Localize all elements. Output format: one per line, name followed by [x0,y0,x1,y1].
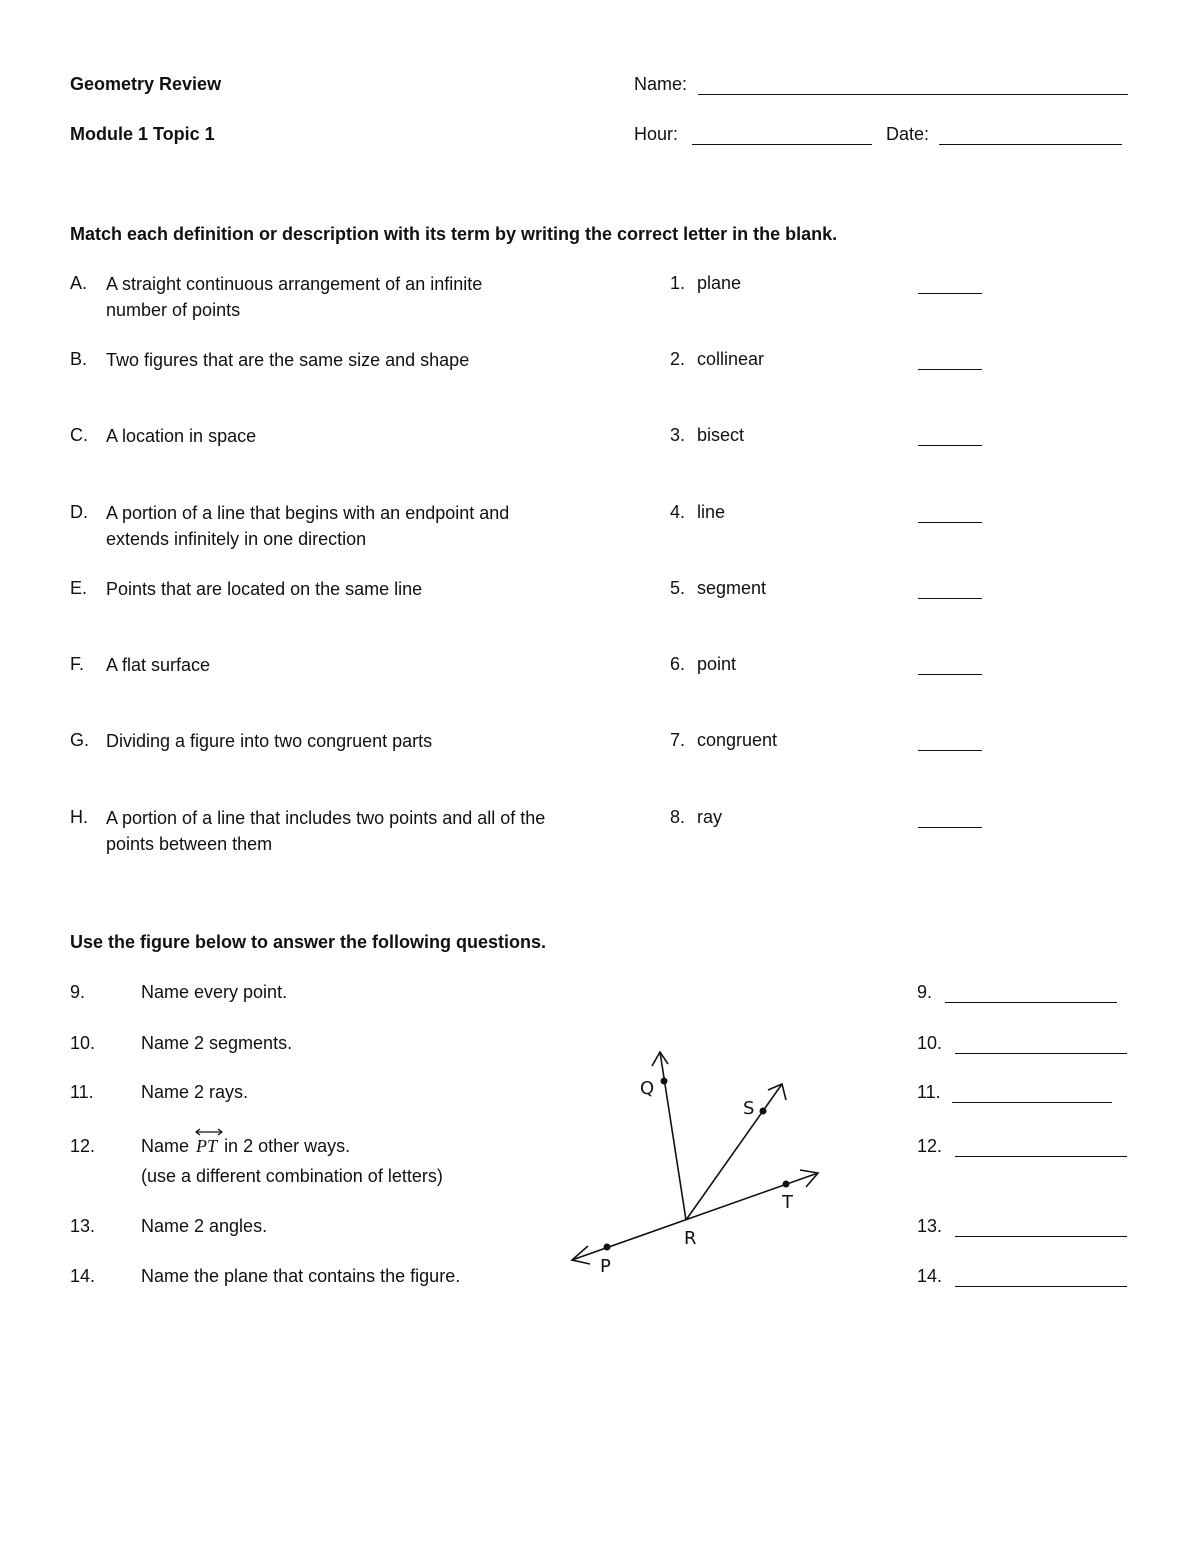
question-number: 13. [70,1216,96,1236]
answer-blank[interactable] [955,1156,1127,1157]
term-number: 6. [670,654,686,674]
term-label: collinear [697,349,765,369]
worksheet-title: Geometry Review [70,74,222,94]
label-s: S [743,1098,755,1119]
date-label: Date: [886,124,930,144]
date-blank[interactable] [939,144,1122,145]
definition-text: A location in space [106,426,257,446]
matching-instructions: Match each definition or description with its term by writing the correct letter in the blank. [70,224,838,244]
definition-text: A portion of a line that includes two points and all of the points between them [106,808,546,854]
definition-letter: G. [70,730,90,750]
hour-label: Hour: [634,124,679,144]
label-q: Q [640,1078,655,1099]
definition-letter: E. [70,578,88,598]
definition-text: Points that are located on the same line [106,579,423,599]
label-p: P [600,1256,611,1277]
line-notation-letters: PT [196,1136,218,1156]
question-number: 9. [70,982,86,1002]
ray-rq [660,1052,686,1220]
definition-letter: B. [70,349,88,369]
term-number: 2. [670,349,686,369]
question-text: Name 2 angles. [141,1216,268,1236]
definition-text: Dividing a figure into two congruent parts [106,731,433,751]
term-number: 1. [670,273,686,293]
term-label: segment [697,578,767,598]
term-label: point [697,654,737,674]
answer-blank[interactable] [918,827,982,828]
question-subtext: (use a different combination of letters) [141,1166,443,1186]
definition-text: Two figures that are the same size and shape [106,350,470,370]
definition-letter: A. [70,273,88,293]
definition-letter: C. [70,425,88,445]
answer-blank[interactable] [918,598,982,599]
question-text: Name 2 rays. [141,1082,249,1102]
answer-blank[interactable] [918,750,982,751]
worksheet-subtitle: Module 1 Topic 1 [70,124,215,144]
ray-rs [686,1084,782,1220]
question-text [141,1136,350,1157]
definition-letter: H. [70,807,88,827]
term-label: congruent [697,730,778,750]
line-notation [194,1136,219,1157]
answer-blank[interactable] [918,369,982,370]
term-number: 8. [670,807,686,827]
question-number: 11. [70,1082,94,1102]
question-text: Name every point. [141,982,288,1002]
term-label: plane [697,273,742,293]
question-number: 10. [70,1033,96,1053]
question-text-after: in 2 other ways. [224,1136,351,1156]
hour-blank[interactable] [692,144,872,145]
name-label: Name: [634,74,688,94]
term-number: 5. [670,578,686,598]
question-number: 14. [70,1266,96,1286]
name-blank[interactable] [698,94,1128,95]
definition-letter: F. [70,654,85,674]
term-number: 7. [670,730,686,750]
point-t [783,1181,790,1188]
double-arrow-icon [194,1127,224,1137]
answer-label: 9. [917,982,933,1002]
answer-label: 13. [917,1216,943,1236]
term-label: bisect [697,425,745,445]
term-number: 3. [670,425,686,445]
answer-blank[interactable] [952,1102,1112,1103]
point-s [760,1108,767,1115]
answer-blank[interactable] [918,445,982,446]
point-q [661,1078,668,1085]
definition-text: A flat surface [106,655,211,675]
answer-blank[interactable] [955,1053,1127,1054]
term-label: line [697,502,726,522]
question-number: 12. [70,1136,96,1156]
definition-text: A portion of a line that begins with an endpoint and extends infinitely in one direction [106,503,510,549]
answer-blank[interactable] [945,1002,1117,1003]
answer-label: 11. [917,1082,941,1102]
definition-letter: D. [70,502,88,522]
term-number: 4. [670,502,686,522]
label-r: R [684,1228,697,1249]
answer-blank[interactable] [918,522,982,523]
answer-blank[interactable] [955,1286,1127,1287]
figure-instructions: Use the figure below to answer the following questions. [70,932,547,952]
answer-label: 10. [917,1033,943,1053]
label-t: T [782,1192,793,1213]
question-text-before: Name [141,1136,190,1156]
answer-blank[interactable] [918,293,982,294]
answer-blank[interactable] [955,1236,1127,1237]
point-p [604,1244,611,1251]
term-label: ray [697,807,723,827]
geometry-figure [560,1040,840,1290]
definition-text: A straight continuous arrangement of an infinite number of points [106,274,483,320]
answer-label: 12. [917,1136,943,1156]
answer-label: 14. [917,1266,943,1286]
answer-blank[interactable] [918,674,982,675]
question-text: Name the plane that contains the figure. [141,1266,461,1286]
question-text: Name 2 segments. [141,1033,293,1053]
